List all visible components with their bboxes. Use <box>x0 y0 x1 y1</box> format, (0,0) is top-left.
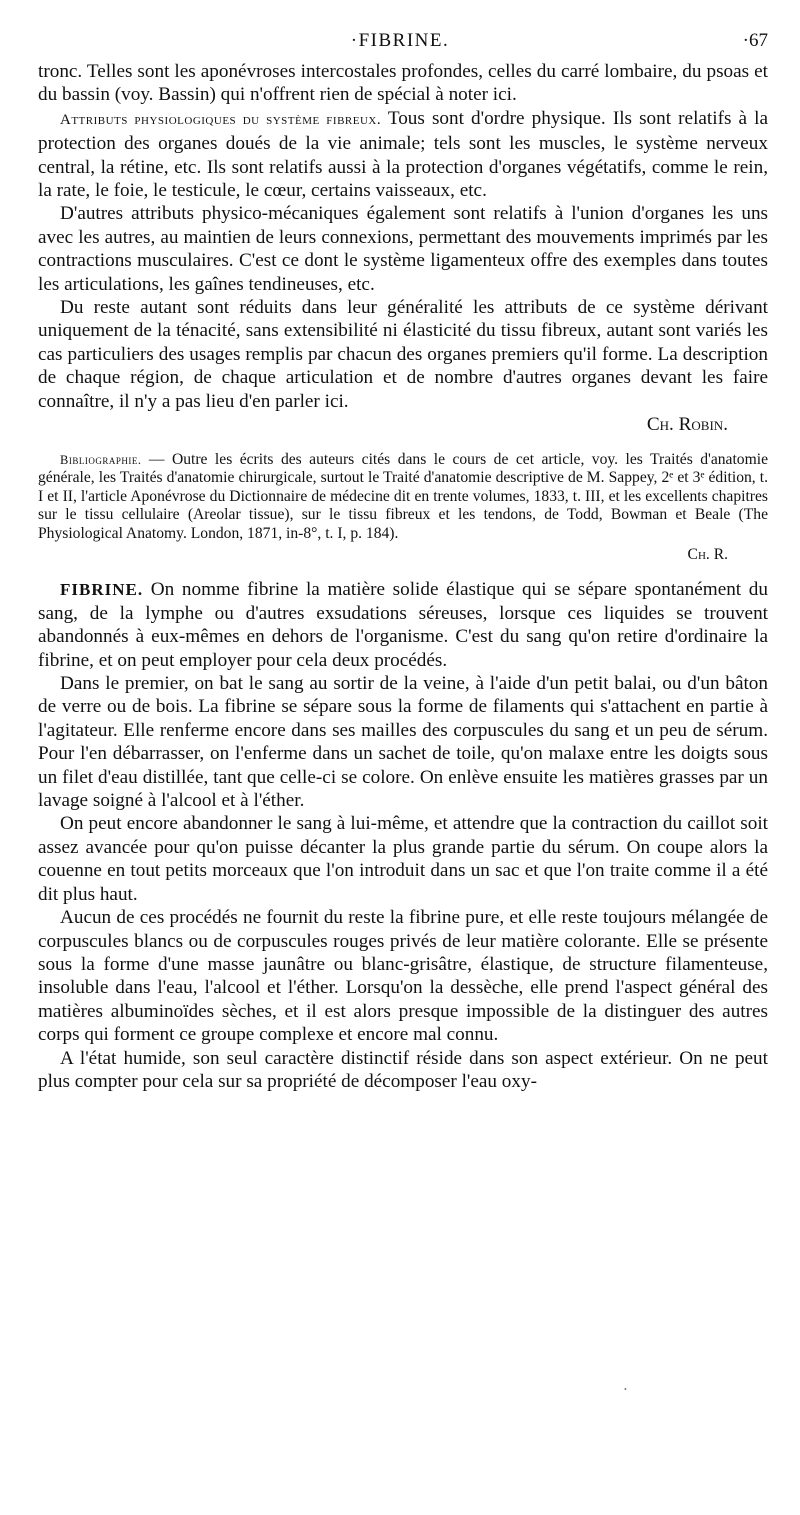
scan-speck: • <box>624 1385 627 1394</box>
bibliography-text: — Outre les écrits des auteurs cités dans le cours de cet article, voy. les Traités d'anatomie générale, les Traités d'anatomie chirurgicale, surtout le Traité d'anatomie descriptive de M. Sappey, 2ᵉ et 3ᵉ édition, t. I et II, l'article Aponévrose du Dictionnaire de médecine dit en trente volumes, 1833, t. III, et les excellents chapitres sur le tissu cellulaire (Areolar tissue), sur le tissu fibreux et les tendons, de Todd, Bowman et Beale (The Physiological Anatomy. London, 1871, in-8°, t. I, p. 184). <box>38 450 768 542</box>
running-title: ·FIBRINE. <box>350 30 450 51</box>
paragraph-fibrous-aponeuroses: tronc. Telles sont les aponévroses intercostales profondes, celles du carré lombaire, du psoas et du bassin (voy. Bassin) qui n'offrent rien de spécial à noter ici. <box>38 61 768 106</box>
bibliography-signature: Ch. R. <box>687 546 728 563</box>
fibrine-paragraph-properties: Aucun de ces procédés ne fournit du reste la fibrine pure, et elle reste toujours mélangée de corpuscules blancs ou de corpuscules rouges privés de leur matière colorante. Elle se présente sous la forme d'une masse jaunâtre ou blanc-grisâtre, élastique, de structure filamenteuse, insoluble dans l'eau, l'alcool et l'éther. Lorsqu'on la dessèche, elle prend l'aspect général des matières albuminoïdes sèches, et il est alors presque impossible de la distinguer des autres corps qui forment ce groupe complexe et encore mal connu. <box>38 907 768 1046</box>
paragraph-physico-mechanical-attributes: D'autres attributs physico-mécaniques également sont relatifs à l'union d'organes les uns avec les autres, au maintien de leurs connexions, permettant des mouvements imprimés par les contractions musculaires. C'est ce dont le système ligamenteux offre des exemples dans toutes les articulations, les gaînes tendineuses, etc. <box>38 203 768 295</box>
section-heading-physiological-attributes: Attributs physiologiques du système fibreux. <box>60 111 382 128</box>
paragraph-physiological-attributes <box>38 107 768 203</box>
bibliography-paragraph <box>38 451 768 544</box>
page-number: ·67 <box>742 30 768 51</box>
fibrine-headword: FIBRINE. <box>60 580 144 600</box>
page-body <box>38 60 768 1093</box>
fibrine-intro-text: On nomme fibrine la matière solide élastique qui se sépare spontanément du sang, de la lymphe ou d'autres exsudations séreuses, lorsque ces liquides se trouvent abandonnés à eux-mêmes en dehors de l'organisme. C'est du sang qu'on retire d'ordinaire la fibrine, et on peut employer pour cela deux procédés. <box>38 579 768 671</box>
page-header <box>0 30 800 56</box>
fibrine-paragraph-humid-state: A l'état humide, son seul caractère distinctif réside dans son aspect extérieur. On ne peut plus compter pour cela sur sa propriété de décomposer l'eau oxy- <box>38 1047 768 1092</box>
fibrine-paragraph-first-method: Dans le premier, on bat le sang au sortir de la veine, à l'aide d'un petit balai, ou d'un bâton de verre ou de bois. La fibrine se sépare sous la forme de filaments qui s'attachent en partie à l'agitateur. Elle renferme encore dans ses mailles des corpuscules du sang et un peu de sérum. Pour l'en débarrasser, on l'enferme dans un sachet de toile, qu'on malaxe entre les doigts sous un filet d'eau distillée, tant que celle-ci se colore. On enlève ensuite les matières grasses par un lavage soigné à l'alcool et à l'éther. <box>38 673 768 812</box>
fibrine-paragraph-second-method: On peut encore abandonner le sang à lui-même, et attendre que la contraction du caillot soit assez avancée pour qu'on puisse décanter la plus grande partie du sérum. On coupe alors la couenne en tout petits morceaux que l'on introduit dans un sac et que l'on traite comme il a été dit plus haut. <box>38 813 768 905</box>
bibliography-label: Bibliographie. <box>60 452 142 467</box>
author-signature-robin: Ch. Robin. <box>646 414 728 436</box>
section-gap <box>38 566 768 578</box>
paragraph-physiological-attributes-text: Tous sont d'ordre physique. Ils sont relatifs à la protection des organes doués de la vie animale; tels sont les muscles, le système nerveux central, la rétine, etc. Ils sont relatifs aussi à la protection d'organes végétatifs, comme le rein, la rate, le foie, le testicule, le cœur, certains vaisseaux, etc. <box>38 107 768 202</box>
fibrine-entry-intro <box>38 578 768 672</box>
paragraph-generality: Du reste autant sont réduits dans leur généralité les attributs de ce système dérivant uniquement de la ténacité, sans extensibilité ni élasticité du tissu fibreux, autant sont variés les cas particuliers des usages remplis par chacun des organes premiers qu'il forme. La description de chaque région, de chaque articulation et de nombre d'autres organes devant les faire connaître, il n'y a pas lieu d'en parler ici. <box>38 297 768 412</box>
